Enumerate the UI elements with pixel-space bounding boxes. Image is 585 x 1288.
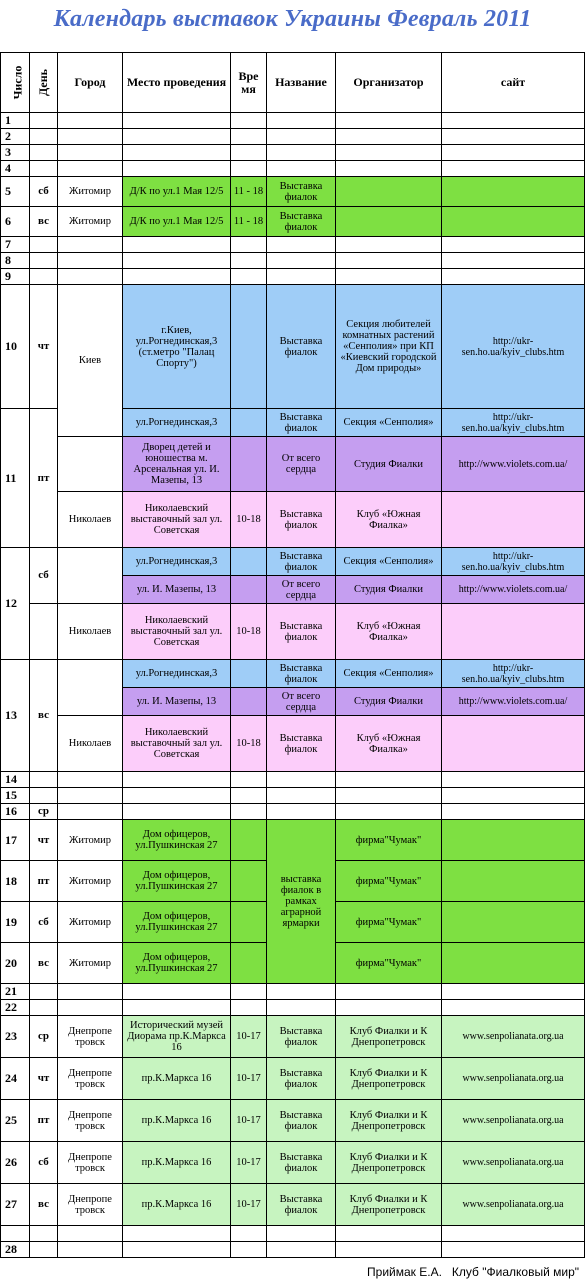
time-cell [231, 437, 267, 492]
city-cell [58, 548, 123, 604]
place-cell: ул.Рогнединская,3 [123, 660, 231, 688]
day-number: 25 [1, 1100, 30, 1142]
place-cell: Дом офицеров, ул.Пушкинская 27 [123, 861, 231, 902]
name-cell: выставка фиалок в рамках аграрной ярмарки [267, 820, 336, 984]
day-number: 27 [1, 1184, 30, 1226]
time-cell: 10-18 [231, 492, 267, 548]
day-number: 6 [1, 207, 30, 237]
time-cell [231, 861, 267, 902]
day-number: 19 [1, 902, 30, 943]
day-number: 1 [1, 113, 30, 129]
table-row [1, 177, 585, 207]
name-cell: От всего сердца [267, 576, 336, 604]
weekday: сб [30, 177, 58, 207]
name-cell: Выставка фиалок [267, 1184, 336, 1226]
place-cell: Дом офицеров, ул.Пушкинская 27 [123, 943, 231, 984]
site-cell [442, 902, 585, 943]
table-row [1, 604, 585, 660]
org-cell: Студия Фиалки [336, 688, 442, 716]
org-cell: Клуб Фиалки и К Днепропетровск [336, 1142, 442, 1184]
time-cell [231, 943, 267, 984]
table-row [1, 548, 585, 576]
day-number: 8 [1, 253, 30, 269]
header-site: сайт [442, 53, 585, 113]
table-row [1, 145, 585, 161]
site-link[interactable]: http://www.violets.com.ua/ [442, 437, 585, 492]
city-cell: Николаев [58, 492, 123, 548]
weekday: пт [30, 1100, 58, 1142]
place-cell: г.Киев, ул.Рогнединская,3 (ст.метро "Палац Спорту") [123, 285, 231, 409]
org-cell: Клуб «Южная Фиалка» [336, 492, 442, 548]
site-cell [442, 604, 585, 660]
place-cell: ул. И. Мазепы, 13 [123, 576, 231, 604]
weekday: сб [30, 902, 58, 943]
day-number: 12 [1, 548, 30, 660]
header-org: Организатор [336, 53, 442, 113]
name-cell: Выставка фиалок [267, 660, 336, 688]
org-cell [336, 207, 442, 237]
header-time: Вре мя [231, 53, 267, 113]
place-cell: Дом офицеров, ул.Пушкинская 27 [123, 902, 231, 943]
day-number: 15 [1, 788, 30, 804]
name-cell: Выставка фиалок [267, 1100, 336, 1142]
site-cell [442, 177, 585, 207]
weekday: вс [30, 207, 58, 237]
city-cell [58, 660, 123, 716]
table-row [1, 237, 585, 253]
header-row [1, 53, 585, 113]
place-cell: Николаевский выставочный зал ул. Советская [123, 604, 231, 660]
city-cell: Николаев [58, 716, 123, 772]
weekday: пт [30, 409, 58, 548]
day-number: 22 [1, 1000, 30, 1016]
org-cell: Секция «Сенполия» [336, 548, 442, 576]
day-number: 4 [1, 161, 30, 177]
site-link[interactable]: http://www.violets.com.ua/ [442, 688, 585, 716]
place-cell: пр.К.Маркса 16 [123, 1058, 231, 1100]
place-cell: Д/К по ул.1 Мая 12/5 [123, 177, 231, 207]
day-number: 26 [1, 1142, 30, 1184]
site-link[interactable]: http://ukr-sen.ho.ua/kyiv_clubs.htm [442, 660, 585, 688]
day-number: 20 [1, 943, 30, 984]
name-cell: Выставка фиалок [267, 177, 336, 207]
city-cell: Житомир [58, 177, 123, 207]
name-cell: Выставка фиалок [267, 207, 336, 237]
day-number: 13 [1, 660, 30, 772]
org-cell: Секция «Сенполия» [336, 409, 442, 437]
time-cell: 11 - 18 [231, 177, 267, 207]
site-cell [442, 492, 585, 548]
table-row [1, 804, 585, 820]
table-row [1, 207, 585, 237]
time-cell [231, 820, 267, 861]
table-row [1, 984, 585, 1000]
day-number: 23 [1, 1016, 30, 1058]
city-cell: Днепропе тровск [58, 1142, 123, 1184]
weekday: ср [30, 1016, 58, 1058]
place-cell: Николаевский выставочный зал ул. Советская [123, 492, 231, 548]
header-place: Место проведения [123, 53, 231, 113]
city-cell: Житомир [58, 207, 123, 237]
page-title: Календарь выставок Украины Февраль 2011 [53, 6, 532, 32]
table-row [1, 492, 585, 548]
name-cell: Выставка фиалок [267, 716, 336, 772]
weekday: вс [30, 660, 58, 772]
place-cell: ул. И. Мазепы, 13 [123, 688, 231, 716]
day-number: 10 [1, 285, 30, 409]
time-cell: 10-17 [231, 1184, 267, 1226]
site-link[interactable]: http://www.violets.com.ua/ [442, 576, 585, 604]
name-cell: Выставка фиалок [267, 492, 336, 548]
table-row [1, 113, 585, 129]
day-number: 11 [1, 409, 30, 548]
city-cell [58, 437, 123, 492]
site-link[interactable]: www.senpolianata.org.ua [442, 1142, 585, 1184]
city-cell: Днепропе тровск [58, 1100, 123, 1142]
city-cell: Днепропе тровск [58, 1058, 123, 1100]
place-cell: Николаевский выставочный зал ул. Советская [123, 716, 231, 772]
time-cell: 10-17 [231, 1058, 267, 1100]
time-cell: 10-17 [231, 1142, 267, 1184]
day-number: 2 [1, 129, 30, 145]
place-cell: Исторический музей Диорама пр.К.Маркса 16 [123, 1016, 231, 1058]
table-row [1, 716, 585, 772]
header-num: Число [1, 53, 30, 113]
name-cell: От всего сердца [267, 437, 336, 492]
table-row [1, 253, 585, 269]
day-number: 14 [1, 772, 30, 788]
table-row [1, 820, 585, 861]
table-row [1, 1142, 585, 1184]
header-city: Город [58, 53, 123, 113]
org-cell: Клуб Фиалки и К Днепропетровск [336, 1100, 442, 1142]
table-row [1, 1184, 585, 1226]
org-cell: Секция «Сенполия» [336, 660, 442, 688]
weekday: чт [30, 285, 58, 409]
org-cell: Студия Фиалки [336, 576, 442, 604]
place-cell: Д/К по ул.1 Мая 12/5 [123, 207, 231, 237]
table-row [1, 129, 585, 145]
day-number: 18 [1, 861, 30, 902]
site-cell [442, 716, 585, 772]
day-number: 16 [1, 804, 30, 820]
org-cell: Клуб Фиалки и К Днепропетровск [336, 1016, 442, 1058]
place-cell: Дворец детей и юношества м. Арсенальная ул. И. Мазепы, 13 [123, 437, 231, 492]
day-number: 3 [1, 145, 30, 161]
time-cell [231, 688, 267, 716]
time-cell [231, 576, 267, 604]
org-cell: Клуб «Южная Фиалка» [336, 604, 442, 660]
weekday: вс [30, 943, 58, 984]
site-link[interactable]: http://ukr-sen.ho.ua/kyiv_clubs.htm [442, 548, 585, 576]
table-row [1, 437, 585, 492]
weekday [30, 604, 58, 660]
city-cell: Житомир [58, 820, 123, 861]
table-row [1, 1226, 585, 1242]
weekday: чт [30, 1058, 58, 1100]
place-cell: пр.К.Маркса 16 [123, 1100, 231, 1142]
org-cell: Клуб Фиалки и К Днепропетровск [336, 1184, 442, 1226]
time-cell: 11 - 18 [231, 207, 267, 237]
footer-credit: Приймак Е.А. Клуб "Фиалковый мир" [367, 1265, 579, 1279]
place-cell: Дом офицеров, ул.Пушкинская 27 [123, 820, 231, 861]
weekday: вс [30, 1184, 58, 1226]
weekday: пт [30, 861, 58, 902]
site-link[interactable]: www.senpolianata.org.ua [442, 1058, 585, 1100]
org-cell: Клуб Фиалки и К Днепропетровск [336, 1058, 442, 1100]
table-row [1, 1100, 585, 1142]
day-number: 9 [1, 269, 30, 285]
city-cell: Житомир [58, 861, 123, 902]
org-cell: фирма"Чумак" [336, 902, 442, 943]
weekday: сб [30, 548, 58, 604]
time-cell [231, 285, 267, 409]
site-cell [442, 943, 585, 984]
city-cell: Николаев [58, 604, 123, 660]
table-row [1, 285, 585, 409]
weekday: ср [30, 804, 58, 820]
name-cell: Выставка фиалок [267, 1016, 336, 1058]
weekday: чт [30, 820, 58, 861]
name-cell: Выставка фиалок [267, 409, 336, 437]
city-cell: Днепропе тровск [58, 1016, 123, 1058]
place-cell: пр.К.Маркса 16 [123, 1142, 231, 1184]
name-cell: Выставка фиалок [267, 1058, 336, 1100]
name-cell: От всего сердца [267, 688, 336, 716]
table-row [1, 1016, 585, 1058]
org-cell: Студия Фиалки [336, 437, 442, 492]
site-cell [442, 861, 585, 902]
table-row [1, 269, 585, 285]
city-cell: Днепропе тровск [58, 1184, 123, 1226]
city-cell: Житомир [58, 902, 123, 943]
city-cell: Житомир [58, 943, 123, 984]
site-link[interactable]: http://ukr-sen.ho.ua/kyiv_clubs.htm [442, 409, 585, 437]
day-number: 5 [1, 177, 30, 207]
place-cell: ул.Рогнединская,3 [123, 409, 231, 437]
name-cell: Выставка фиалок [267, 548, 336, 576]
org-cell: фирма"Чумак" [336, 861, 442, 902]
time-cell: 10-17 [231, 1100, 267, 1142]
table-row [1, 788, 585, 804]
day-number: 28 [1, 1242, 30, 1258]
org-cell: Клуб «Южная Фиалка» [336, 716, 442, 772]
header-name: Название [267, 53, 336, 113]
time-cell: 10-18 [231, 604, 267, 660]
day-number: 17 [1, 820, 30, 861]
table-row [1, 660, 585, 688]
site-link[interactable]: http://ukr-sen.ho.ua/kyiv_clubs.htm [442, 285, 585, 409]
org-cell: фирма"Чумак" [336, 943, 442, 984]
table-row [1, 1000, 585, 1016]
time-cell: 10-18 [231, 716, 267, 772]
day-number: 7 [1, 237, 30, 253]
org-cell: Секция любителей комнатных растений «Сенполия» при КП «Киевский городской Дом природы» [336, 285, 442, 409]
table-row [1, 1058, 585, 1100]
time-cell: 10-17 [231, 1016, 267, 1058]
time-cell [231, 548, 267, 576]
table-row [1, 772, 585, 788]
site-link[interactable]: www.senpolianata.org.ua [442, 1100, 585, 1142]
site-link[interactable]: www.senpolianata.org.ua [442, 1016, 585, 1058]
org-cell [336, 177, 442, 207]
place-cell: ул.Рогнединская,3 [123, 548, 231, 576]
org-cell: фирма"Чумак" [336, 820, 442, 861]
header-day: День [30, 53, 58, 113]
time-cell [231, 409, 267, 437]
place-cell: пр.К.Маркса 16 [123, 1184, 231, 1226]
site-cell [442, 820, 585, 861]
day-number: 24 [1, 1058, 30, 1100]
time-cell [231, 902, 267, 943]
site-link[interactable]: www.senpolianata.org.ua [442, 1184, 585, 1226]
name-cell: Выставка фиалок [267, 1142, 336, 1184]
day-number: 21 [1, 984, 30, 1000]
table-row [1, 161, 585, 177]
site-cell [442, 207, 585, 237]
name-cell: Выставка фиалок [267, 285, 336, 409]
time-cell [231, 660, 267, 688]
name-cell: Выставка фиалок [267, 604, 336, 660]
city-cell: Киев [58, 285, 123, 437]
weekday: сб [30, 1142, 58, 1184]
exhibition-calendar-table [0, 52, 585, 1258]
table-row [1, 1242, 585, 1258]
